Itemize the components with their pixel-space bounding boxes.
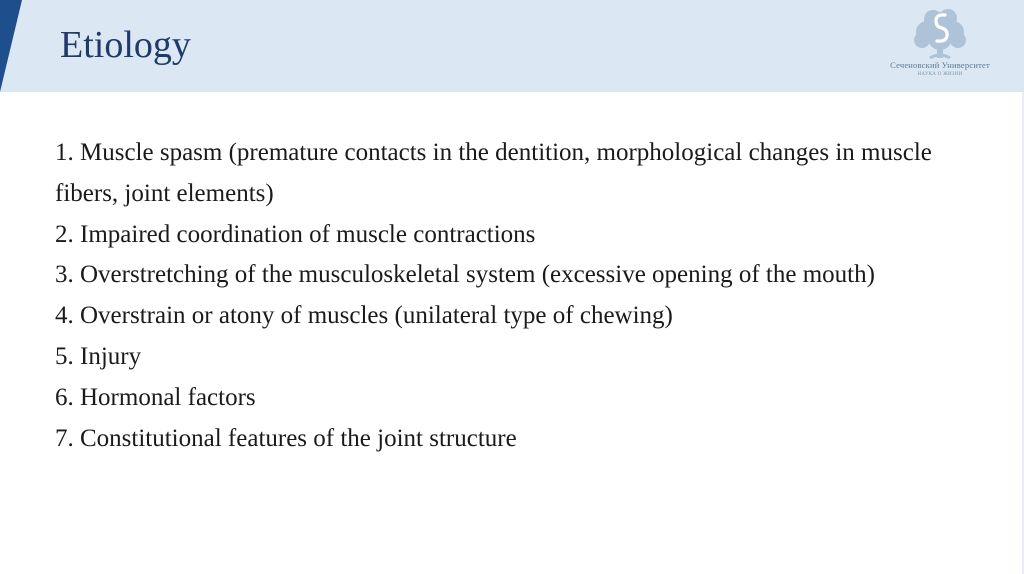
logo-name: Сеченовский Университет	[890, 60, 990, 70]
accent-stripe	[0, 0, 26, 92]
list-item: 5. Injury	[55, 342, 142, 370]
list-item: 6. Hormonal factors	[55, 383, 256, 411]
list-item: 3. Overstretching of the musculoskeletal system (excessive opening of the mouth)	[55, 261, 875, 289]
list-item: 2. Impaired coordination of muscle contractions	[55, 220, 536, 248]
list-item: 4. Overstrain or atony of muscles (unilateral type of chewing)	[55, 302, 673, 330]
logo-motto: НАУКА О ЖИЗНИ	[917, 72, 963, 77]
slide-title: Etiology	[60, 24, 191, 66]
list-item: 1. Muscle spasm (premature contacts in the dentition, morphological changes in muscle fibers, joint elements)	[55, 139, 932, 207]
etiology-list	[55, 133, 955, 459]
university-logo	[870, 6, 1010, 86]
tree-emblem-icon	[900, 6, 980, 66]
list-item: 7. Constitutional features of the joint structure	[55, 424, 517, 452]
